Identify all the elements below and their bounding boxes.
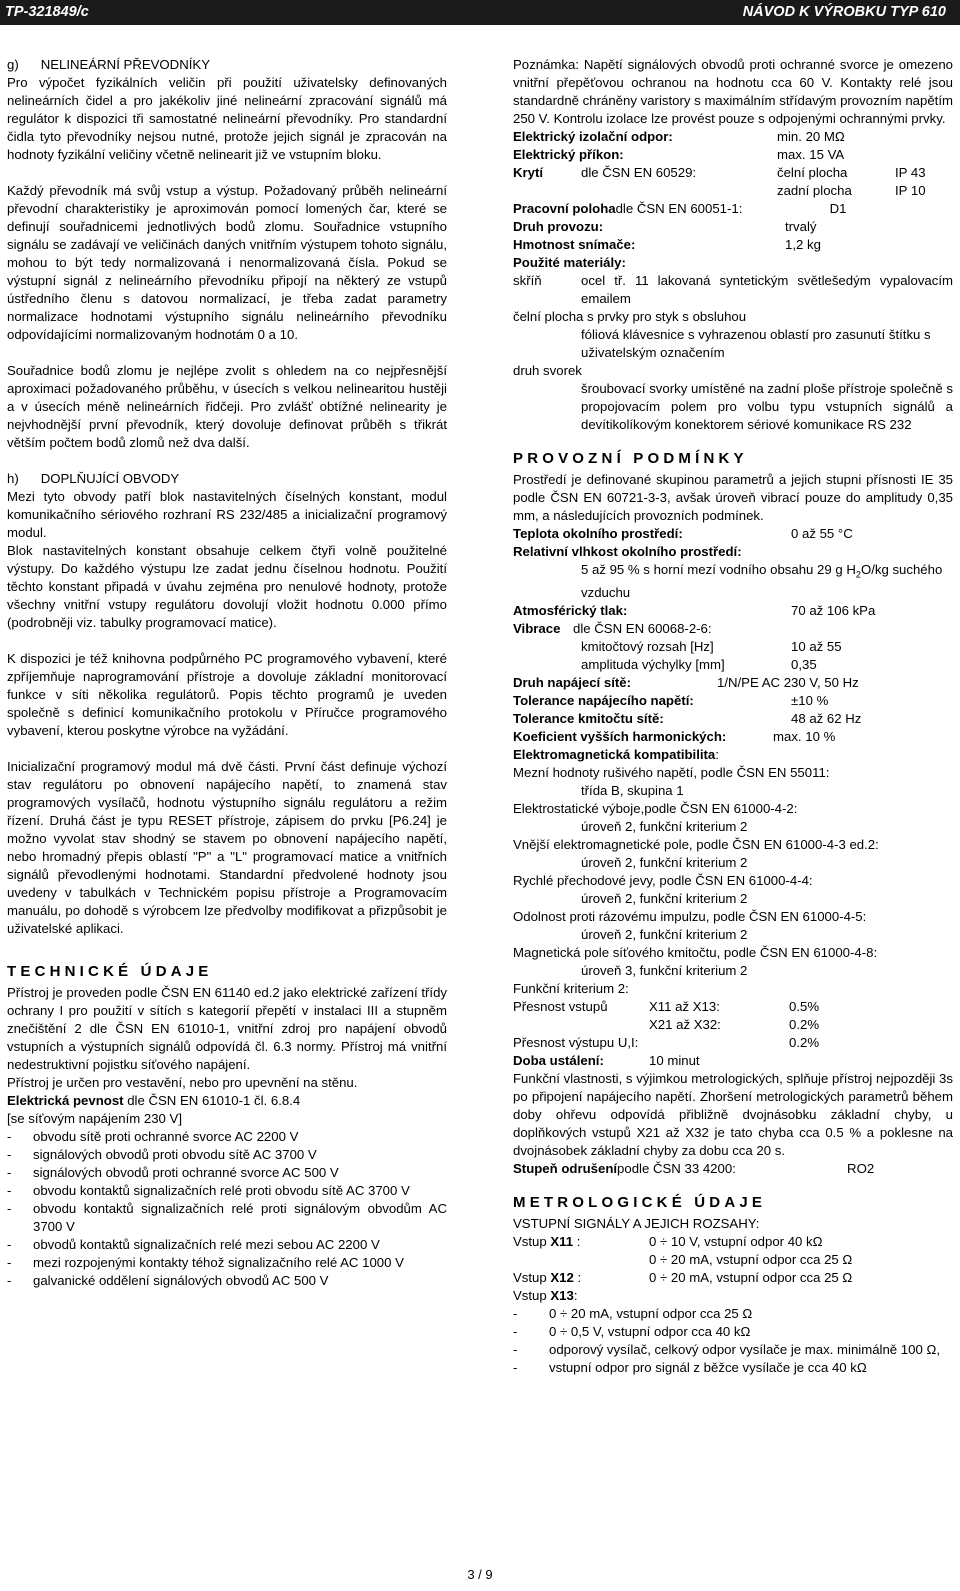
harmonics-row: Koeficient vyšších harmonických: max. 10 % bbox=[513, 728, 836, 744]
output-accuracy-row: Přesnost výstupu U,I: 0.2% bbox=[513, 1034, 820, 1050]
list-item: - obvodu kontaktů signalizačních relé proti signálovým obvodům AC 3700 V bbox=[7, 1201, 447, 1234]
input-x12-row: Vstup X12 : 0 ÷ 20 mA, vstupní odpor cca 25 Ω bbox=[513, 1269, 853, 1285]
section-h-paragraph-2: Blok nastavitelných konstant obsahuje celkem čtyři volně použitelné výstupy. Do každého výstupu lze zadat jednu číselnou hodnotu. Použití těchto konstant připadá v úvahu zejména pro nenulové hodnoty, protože všechny vnitřní vstupy regulátoru dovolují vložit hodnotu 0.000 přímo (podrobněji viz. tabulky programovací matice). bbox=[7, 543, 447, 630]
emc-item-level: úroveň 2, funkční kriterium 2 bbox=[581, 854, 748, 870]
electric-strength-line: Elektrická pevnost dle ČSN EN 61010-1 čl. 6.8.4 bbox=[7, 1093, 301, 1108]
emc-item-level: úroveň 2, funkční kriterium 2 bbox=[581, 818, 748, 834]
materials-label: Použité materiály: bbox=[513, 255, 626, 270]
vibration-amplitude-row: amplituda výchylky [mm] 0,35 bbox=[581, 656, 817, 672]
section-h-paragraph-4: Inicializační programový modul má dvě části. První část definuje výchozí stav regulátoru po obnovení napájecího napětí, to znamená stav programových vysílačů, hodnotu výstupního signálu regulátoru a režim řízení. Druhá část je typu RESET přístroje, zápisem do prvku [P6.24] je možno vyvolat stav shodný se stavem po obnovení napájecího napětí, nebo hromadný přepis oblastí "P" a "L" programovací matice a vnitřních signálů převodlenými hodnotami. Standardní předvolené hodnoty jsou uvedeny v tabulkách v Technickém popisu přístroje a Programovacím manuálu, po dohodě s výrobcem lze předvolby modifikovat a přizpůsobit je uživatelské aplikaci. bbox=[7, 759, 447, 936]
input-x13-list bbox=[513, 1305, 953, 1377]
emc-item: Odolnost proti rázovému impulzu, podle ČSN EN 61000-4-5: bbox=[513, 908, 867, 924]
page-number: 3 / 9 bbox=[467, 1567, 493, 1582]
emc-item: Elektrostatické výboje,podle ČSN EN 61000-4-2: bbox=[513, 800, 798, 816]
section-h-paragraph-1: Mezi tyto obvody patří blok nastavitelných číselných konstant, modul komunikačního sériového rozhraní RS 232/485 a inicializační programový modul. bbox=[7, 489, 447, 540]
section-h-paragraph-3: K dispozici je též knihovna podpůrného PC programového vybavení, které zpříjemňuje naprogramování přístroje a dovoluje základní monitorovací funkce v síti několika regulátorů. Popis těchto programů je uveden společně s definicí komunikačního protokolu v Příručce programového vybavení, kterou poskytne výrobce na vyžádání. bbox=[7, 651, 447, 738]
protection-row-rear: zadní plocha IP 10 bbox=[777, 183, 926, 198]
atmospheric-pressure-row: Atmosférický tlak: 70 až 106 kPa bbox=[513, 602, 876, 618]
voltage-tolerance-row: Tolerance napájecího napětí: ±10 % bbox=[513, 692, 829, 708]
insulation-note: Poznámka: Napětí signálových obvodů proti ochranné svorce je omezeno vnitřní přepěťovou ochranou na hodnotu cca 60 V. Kontakty relé jsou standardně chráněny varistory s maximálním střídavým provozním napětím 250 V. Kontrolu izolace lze provést pouze s odpojenými ochrannými prvky. bbox=[513, 57, 953, 126]
emc-item-level: úroveň 2, funkční kriterium 2 bbox=[581, 890, 748, 906]
technical-data-paragraph-1: Přístroj je proveden podle ČSN EN 61140 ed.2 jako elektrické zařízení třídy ochrany I pro použití v sítích s kategorií přepětí v instalaci III a stupněm znečištění 2 dle ČSN EN 61010-1, vnitřní zdroj pro napájení obvodů vstupních a výstupních signálů odpovídá čl. 6.3 normy. Přístroj má vnitřní nedestruktivní pojistku síťového napájení. bbox=[7, 985, 447, 1072]
input-accuracy-row-2: X21 až X32: 0.2% bbox=[649, 1016, 820, 1032]
list-item: - vstupní odpor pro signál z běžce vysílače je cca 40 kΩ bbox=[513, 1359, 867, 1375]
list-item: - odporový vysílač, celkový odpor vysílače je max. minimálně 100 Ω, bbox=[513, 1341, 940, 1357]
metrology-heading: METROLOGICKÉ ÚDAJE bbox=[513, 1193, 767, 1211]
section-g-title: g) NELINEÁRNÍ PŘEVODNÍKY bbox=[7, 57, 210, 72]
input-accuracy-row-1: Přesnost vstupů X11 až X13: 0.5% bbox=[513, 998, 820, 1014]
section-g-paragraph-2: Každý převodník má svůj vstup a výstup. Požadovaný průběh nelineární převodní charakteristiky je aproximován pomocí lomených čar, které se definují souřadnicemi jednotlivých bodů zlomu. Souřadnice vstupního signálu se zadávají ve veličinách daných vnitřním výstupem tohoto signálu, mohou to být tedy normalizovaná i nenormalizovaná čísla. Pokud se výstupní signál z nelineárního převodníku připojí na některý ze vstupů ústředního členu s datovou normalizací, je třeba zadat parametry normalizace hodnotami výstupního signálu nelineárního převodníku odpovídajícími normalizovaným hodnotám 0 a 10. bbox=[7, 183, 447, 342]
mains-note: [se síťovým napájením 230 V] bbox=[7, 1111, 183, 1126]
ambient-temperature-row: Teplota okolního prostředí: 0 až 55 °C bbox=[513, 526, 853, 541]
list-item: - 0 ÷ 0,5 V, vstupní odpor cca 40 kΩ bbox=[513, 1323, 751, 1339]
list-item: - galvanické oddělení signálových obvodů AC 500 V bbox=[7, 1273, 329, 1288]
right-column bbox=[513, 56, 953, 1377]
section-g-paragraph-1: Pro výpočet fyzikálních veličin při použití uživatelsky definovaných nelineárních čidel a pro jakékoliv jiné nelineární zpracování signálů má regulátor k dispozici tři samostatné nelineární převodníky. Pro standardní čidla tyto převodníky nejsou nutné, protože jejich signál je zpracován na hodnoty fyzikální veličiny včetně nelinearit již ve vstupním bloku. bbox=[7, 75, 447, 162]
emc-list bbox=[513, 764, 953, 980]
technical-data-paragraph-2: Přístroj je určen pro vestavění, nebo pro upevnění na stěnu. bbox=[7, 1075, 358, 1090]
material-terminals-label: druh svorek bbox=[513, 363, 582, 378]
humidity-label: Relativní vlhkost okolního prostředí: bbox=[513, 544, 742, 559]
emc-item: Magnetická pole síťového kmitočtu, podle ČSN EN 61000-4-8: bbox=[513, 944, 878, 960]
document-code: TP-321849/c bbox=[5, 4, 89, 20]
list-item: - signálových obvodů proti ochranné svorce AC 500 V bbox=[7, 1165, 339, 1180]
operation-mode-row: Druh provozu: trvalý bbox=[513, 219, 817, 234]
input-signals-subheading: VSTUPNÍ SIGNÁLY A JEJICH ROZSAHY: bbox=[513, 1215, 760, 1231]
list-item: - obvodů kontaktů signalizačních relé mezi sebou AC 2200 V bbox=[7, 1237, 380, 1252]
section-g-paragraph-3: Souřadnice bodů zlomu je nejlépe zvolit s ohledem na co nejpřesnější aproximaci požadovaného průběhu, v úsecích s velkou nelinearitou hustěji a v úsecích méně nelineárních řidčeji. Pro zvlášť obtížné nelinearity je nejvhodnější první převodník, který dovoluje definovat průběh s třikrát větším počtem bodů zlomů než dva další. bbox=[7, 363, 447, 450]
section-h-title: h) DOPLŇUJÍCÍ OBVODY bbox=[7, 471, 180, 486]
list-item: - obvodu kontaktů signalizačních relé proti obvodu sítě AC 3700 V bbox=[7, 1183, 410, 1198]
material-front-label: čelní plocha s prvky pro styk s obsluhou bbox=[513, 309, 747, 324]
operating-conditions-heading: PROVOZNÍ PODMÍNKY bbox=[513, 450, 748, 467]
page-header bbox=[0, 0, 960, 25]
settling-time-row: Doba ustálení: 10 minut bbox=[513, 1052, 700, 1068]
material-case: skříň ocel tř. 11 lakovaná syntetickým světlešedým vypalovacím emailem bbox=[513, 273, 953, 306]
technical-data-heading: TECHNICKÉ ÚDAJE bbox=[7, 963, 213, 980]
list-item: - obvodu sítě proti ochranné svorce AC 2200 V bbox=[7, 1129, 299, 1144]
frequency-tolerance-row: Tolerance kmitočtu sítě: 48 až 62 Hz bbox=[513, 710, 862, 726]
emc-label: Elektromagnetická kompatibilita: bbox=[513, 746, 719, 762]
left-column bbox=[7, 56, 447, 1290]
working-position-row: Pracovní poloha dle ČSN EN 60051-1: D1 bbox=[513, 201, 847, 216]
electric-strength-list bbox=[7, 1128, 447, 1290]
emc-item: Mezní hodnoty rušivého napětí, podle ČSN EN 55011: bbox=[513, 764, 830, 780]
list-item: - 0 ÷ 20 mA, vstupní odpor cca 25 Ω bbox=[513, 1305, 753, 1321]
power-input-row: Elektrický příkon: max. 15 VA bbox=[513, 147, 845, 162]
interference-suppression-row: Stupeň odrušení podle ČSN 33 4200: RO2 bbox=[513, 1160, 875, 1176]
vibration-frequency-row: kmitočtový rozsah [Hz] 10 až 55 bbox=[581, 638, 842, 654]
function-criterion-label: Funkční kriterium 2: bbox=[513, 980, 629, 996]
emc-item: Vnější elektromagnetické pole, podle ČSN EN 61000-4-3 ed.2: bbox=[513, 836, 879, 852]
material-front-value: fóliová klávesnice s vyhrazenou oblastí pro zasunutí štítku s uživatelským označením bbox=[581, 327, 931, 360]
input-x13-label: Vstup X13: bbox=[513, 1287, 578, 1303]
document-title: NÁVOD K VÝROBKU TYP 610 bbox=[742, 4, 946, 20]
functional-properties-paragraph: Funkční vlastnosti, s výjimkou metrologických, splňuje přístroj nejpozději 3s po připojení napájecího napětí. Zhoršení metrologických parametrů během doby ohřevu odpovídá přibližně dvojnásobku základní chyby, u doplňkových vstupů X21 až X32 je tato chyba cca 0.5 % a poklesne na dvojnásobek základní chyby za dobu cca 20 s. bbox=[513, 1070, 953, 1158]
input-x11-row-1: Vstup X11 : 0 ÷ 10 V, vstupní odpor 40 kΩ bbox=[513, 1233, 823, 1249]
emc-item-level: úroveň 2, funkční kriterium 2 bbox=[581, 926, 748, 942]
vibration-row: Vibrace dle ČSN EN 60068-2-6: bbox=[513, 620, 712, 636]
input-x11-row-2: 0 ÷ 20 mA, vstupní odpor cca 25 Ω bbox=[649, 1251, 853, 1267]
mains-type-row: Druh napájecí sítě: 1/N/PE AC 230 V, 50 Hz bbox=[513, 674, 859, 690]
list-item: - signálových obvodů proti obvodu sítě AC 3700 V bbox=[7, 1147, 317, 1162]
list-item: - mezi rozpojenými kontakty téhož signalizačního relé AC 1000 V bbox=[7, 1255, 404, 1270]
weight-row: Hmotnost snímače: 1,2 kg bbox=[513, 237, 821, 252]
emc-item-level: úroveň 3, funkční kriterium 2 bbox=[581, 962, 748, 978]
humidity-value: 5 až 95 % s horní mezí vodního obsahu 29 g $H_2O/kg$ suchého vzduchu bbox=[581, 562, 943, 600]
emc-item: Rychlé přechodové jevy, podle ČSN EN 61000-4-4: bbox=[513, 872, 813, 888]
emc-item-level: třída B, skupina 1 bbox=[581, 782, 684, 798]
operating-conditions-paragraph: Prostředí je definované skupinou parametrů a jejich stupni přísnosti IE 35 podle ČSN EN 60721-3-3, avšak úroveň vibrací pouze do amplitudy 0,35 mm, a následujících provozních podmínek. bbox=[513, 472, 953, 523]
protection-row-front: Krytí dle ČSN EN 60529: čelní plocha IP 43 bbox=[513, 165, 926, 180]
insulation-resistance-row: Elektrický izolační odpor: min. 20 MΩ bbox=[513, 129, 845, 144]
material-terminals-value: šroubovací svorky umístěné na zadní ploše přístroje společně s propojovacím polem pro volbu typu vstupních signálů a devítikolíkovým konektorem sériové komunikace RS 232 bbox=[581, 381, 953, 432]
